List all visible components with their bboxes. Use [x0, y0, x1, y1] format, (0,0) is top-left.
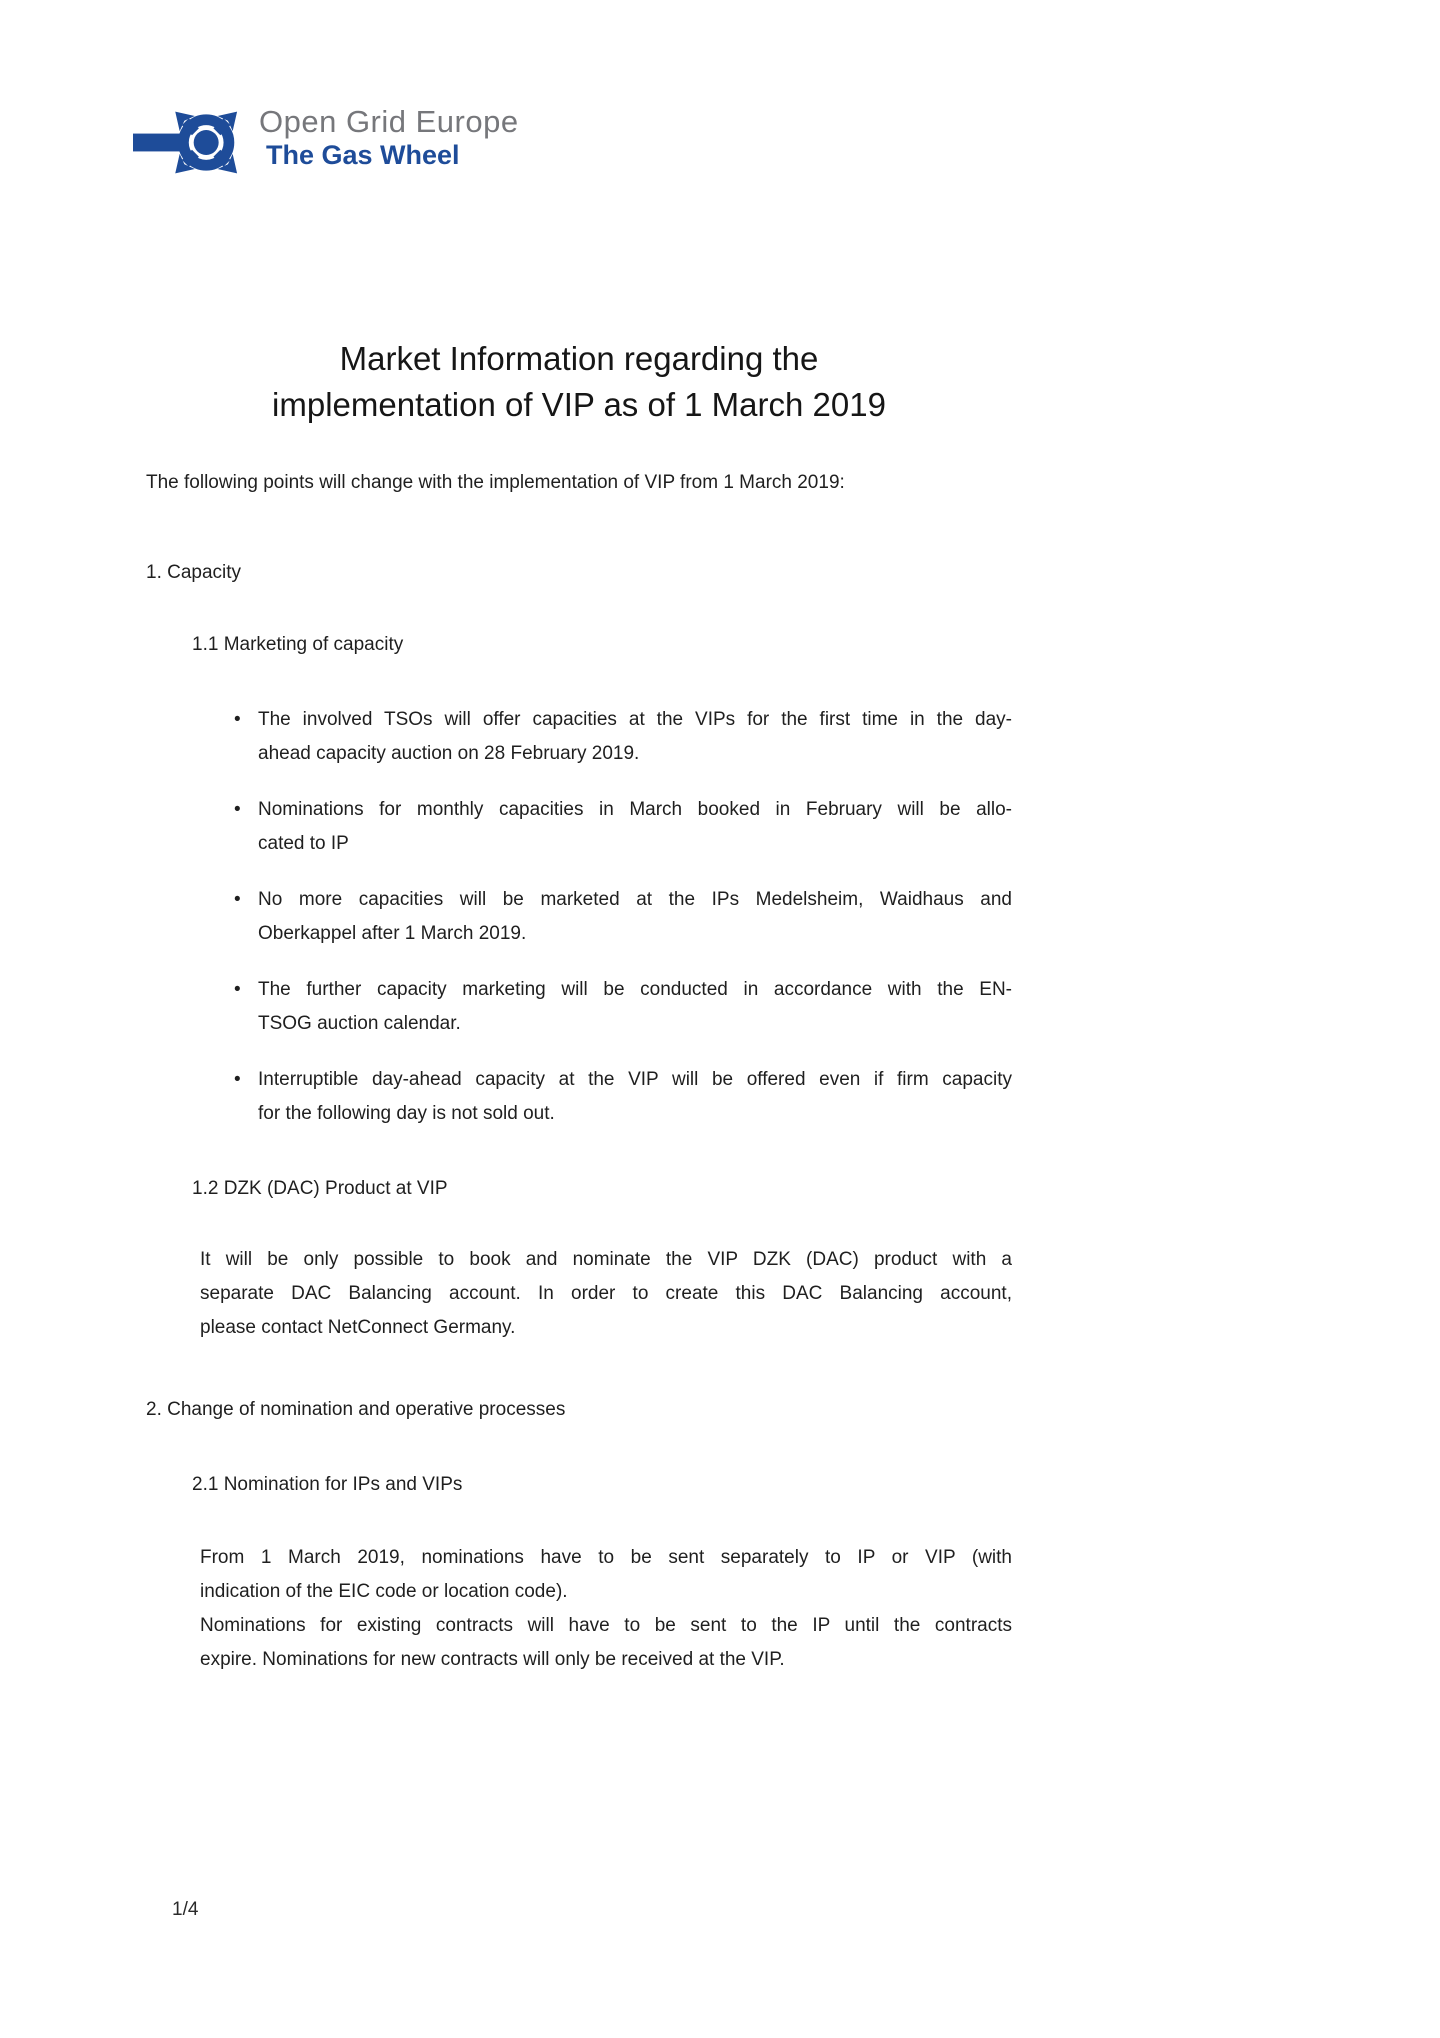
logo-company-name: Open Grid Europe [259, 104, 519, 139]
bullet-marker-icon: • [234, 799, 241, 820]
bullet-item [234, 883, 1012, 951]
document-title-line1: Market Information regarding the [339, 340, 819, 377]
logo-tagline: The Gas Wheel [266, 140, 460, 170]
text-line: The further capacity marketing will be conducted in accordance with the EN- [258, 979, 1012, 1000]
paragraph-nomination-ips-vips [146, 1541, 1012, 1677]
bullet-item [234, 793, 1012, 861]
bullet-text [258, 1063, 1012, 1131]
text-line: The involved TSOs will offer capacities at the VIPs for the first time in the day- [258, 709, 1012, 730]
paragraph-dzk-product [146, 1243, 1012, 1345]
text-line: Interruptible day-ahead capacity at the VIP will be offered even if firm capacity [258, 1069, 1012, 1090]
bullet-marker-icon: • [234, 979, 241, 1000]
subsection-heading-nomination-ips-vips: 2.1 Nomination for IPs and VIPs [192, 1474, 463, 1495]
page-number: 1/4 [172, 1899, 199, 1920]
document-title-line2: implementation of VIP as of 1 March 2019 [272, 386, 886, 423]
text-line: for the following day is not sold out. [258, 1103, 555, 1124]
text-line: From 1 March 2019, nominations have to be sent separately to IP or VIP (with [200, 1547, 1012, 1568]
section-heading-capacity: 1. Capacity [146, 562, 242, 583]
bullet-marker-icon: • [234, 709, 241, 730]
bullet-item [234, 703, 1012, 771]
subsection-heading-dzk-product: 1.2 DZK (DAC) Product at VIP [192, 1178, 448, 1199]
text-line: cated to IP [258, 833, 349, 854]
bullet-text [258, 703, 1012, 771]
subsection-heading-marketing-of-capacity: 1.1 Marketing of capacity [192, 634, 404, 655]
bullet-text [258, 883, 1012, 951]
bullet-text [258, 973, 1012, 1041]
bullet-text [258, 793, 1012, 861]
text-line: Nominations for monthly capacities in March booked in February will be allo- [258, 799, 1012, 820]
text-line: ahead capacity auction on 28 February 2019. [258, 743, 640, 764]
bullet-item [234, 1063, 1012, 1131]
text-line: It will be only possible to book and nominate the VIP DZK (DAC) product with a [200, 1249, 1012, 1270]
text-line: separate DAC Balancing account. In order to create this DAC Balancing account, [200, 1283, 1012, 1304]
bullet-list [146, 703, 1012, 1131]
text-line: expire. Nominations for new contracts will only be received at the VIP. [200, 1649, 785, 1670]
text-line: please contact NetConnect Germany. [200, 1317, 516, 1338]
intro-paragraph: The following points will change with the implementation of VIP from 1 March 2019: [146, 472, 845, 493]
bullet-marker-icon: • [234, 889, 241, 910]
section-heading-nomination-processes: 2. Change of nomination and operative processes [146, 1399, 566, 1420]
text-line: TSOG auction calendar. [258, 1013, 461, 1034]
text-line: indication of the EIC code or location code). [200, 1581, 568, 1602]
bullet-marker-icon: • [234, 1069, 241, 1090]
text-line: Oberkappel after 1 March 2019. [258, 923, 527, 944]
text-line: No more capacities will be marketed at the IPs Medelsheim, Waidhaus and [258, 889, 1012, 910]
document-title [146, 336, 1012, 428]
text-line: Nominations for existing contracts will have to be sent to the IP until the contracts [200, 1615, 1012, 1636]
bullet-item [234, 973, 1012, 1041]
document-body [146, 0, 1012, 1677]
